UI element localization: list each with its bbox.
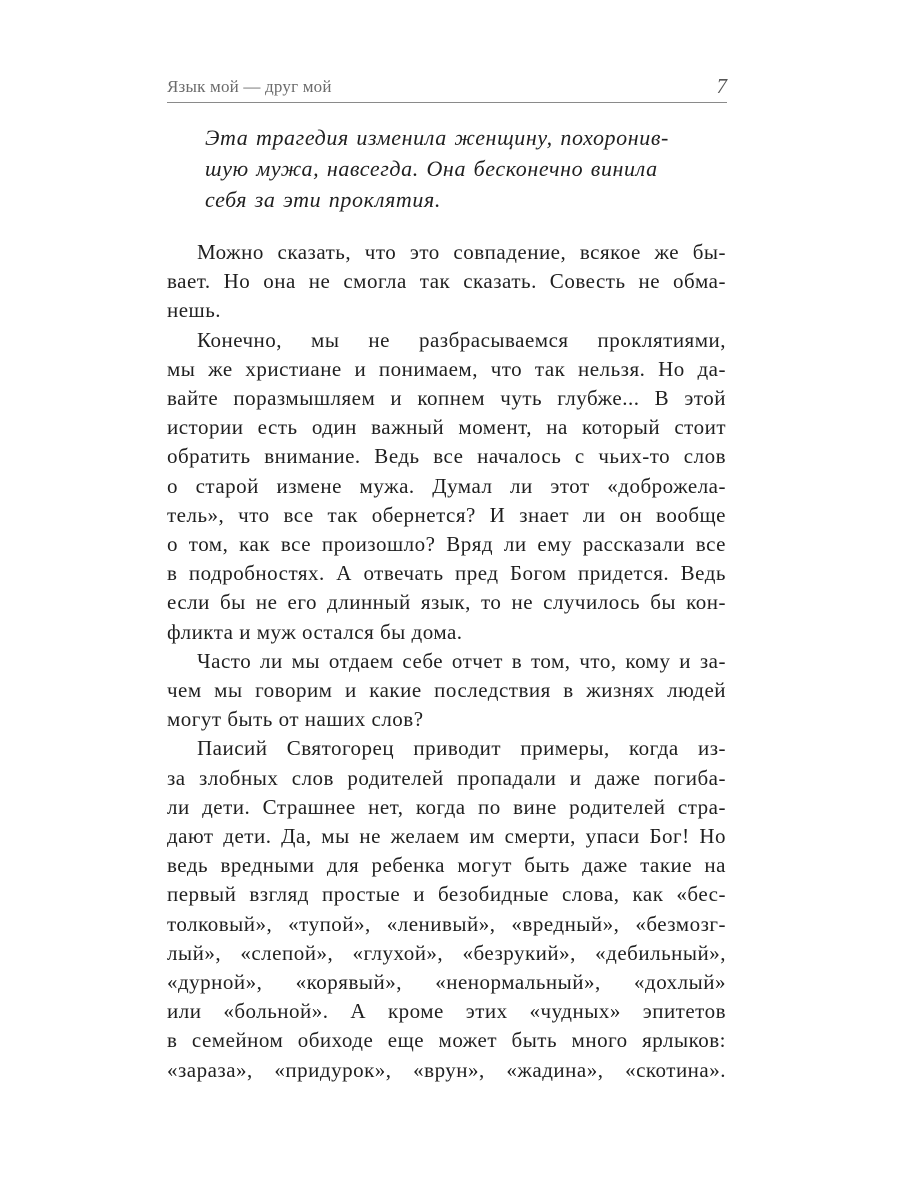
text-line: «зараза», «придурок», «врун», «жадина», «скотина». xyxy=(167,1057,726,1082)
epigraph-line: себя за эти проклятия. xyxy=(205,187,441,212)
text-line: первый взгляд простые и безобидные слова, как «бес- xyxy=(167,882,726,907)
text-line: чем мы говорим и какие последствия в жизнях людей xyxy=(167,678,726,703)
text-line: дают дети. Да, мы не желаем им смерти, упаси Бог! Но xyxy=(167,824,726,849)
text-line: обратить внимание. Ведь все началось с чьих-то слов xyxy=(167,444,726,469)
text-line: нешь. xyxy=(167,298,222,323)
text-line: мы же христиане и понимаем, что так нельзя. Но да- xyxy=(167,356,726,381)
text-line: «дурной», «корявый», «ненормальный», «дохлый» xyxy=(167,970,726,995)
text-line: тель», что все так обернется? И знает ли он вообще xyxy=(167,502,726,527)
text-line: Конечно, мы не разбрасываемся проклятиями, xyxy=(197,327,726,352)
text-line: или «больной». А кроме этих «чудных» эпитетов xyxy=(167,999,726,1024)
running-title: Язык мой — друг мой xyxy=(167,77,332,96)
text-line: могут быть от наших слов? xyxy=(167,707,424,732)
page-number: 7 xyxy=(716,74,727,98)
text-line: ведь вредными для ребенка могут быть даже такие на xyxy=(167,853,726,878)
text-line: в подробностях. А отвечать пред Богом придется. Ведь xyxy=(167,561,726,586)
text-line: Можно сказать, что это совпадение, всякое же бы- xyxy=(197,240,726,264)
text-line: толковый», «тупой», «ленивый», «вредный», «безмозг- xyxy=(167,911,726,936)
text-line: если бы не его длинный язык, то не случилось бы кон- xyxy=(167,590,726,615)
text-line: лый», «слепой», «глухой», «безрукий», «дебильный», xyxy=(167,940,726,965)
text-line: о том, как все произошло? Вряд ли ему рассказали все xyxy=(167,532,726,557)
text-line: вает. Но она не смогла так сказать. Совесть не обма- xyxy=(167,269,726,294)
body-text xyxy=(167,238,726,1085)
epigraph xyxy=(205,122,685,215)
text-line: в семейном обиходе еще может быть много ярлыков: xyxy=(167,1028,726,1053)
text-line: за злобных слов родителей пропадали и даже погиба- xyxy=(167,765,726,790)
text-line: вайте поразмышляем и копнем чуть глубже... В этой xyxy=(167,386,726,411)
epigraph-line: Эта трагедия изменила женщину, похоронив- xyxy=(205,125,669,150)
running-head xyxy=(167,74,727,103)
text-line: ли дети. Страшнее нет, когда по вине родителей стра- xyxy=(167,794,726,819)
epigraph-line: шую мужа, навсегда. Она бесконечно винила xyxy=(205,156,658,181)
text-line: истории есть один важный момент, на который стоит xyxy=(167,415,726,440)
text-line: фликта и муж остался бы дома. xyxy=(167,619,463,644)
text-line: Паисий Святогорец приводит примеры, когда из- xyxy=(197,736,726,761)
text-line: о старой измене мужа. Думал ли этот «доброжела- xyxy=(167,473,726,498)
text-line: Часто ли мы отдаем себе отчет в том, что, кому и за- xyxy=(197,648,726,673)
